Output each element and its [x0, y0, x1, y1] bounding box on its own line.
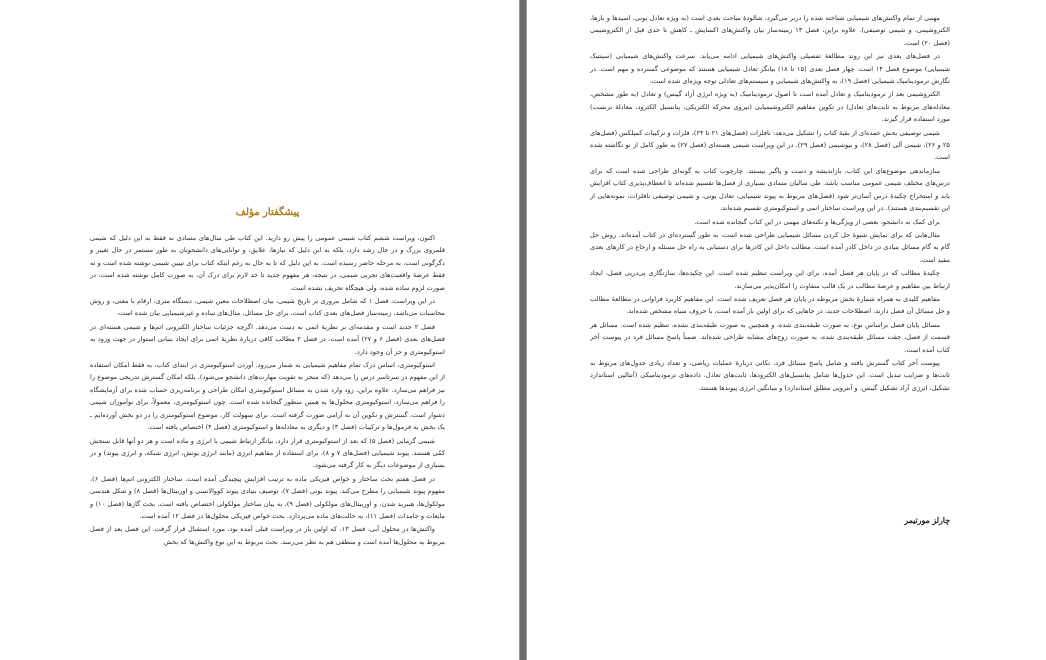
right-page [526, 0, 1046, 660]
right-paragraph-6: برای کمک به دانشجو، بعضی از ویژگی‌ها و نکته‌های مهمی در این کتاب گنجانده شده است. [694, 217, 940, 226]
left-page-text [90, 232, 445, 549]
right-paragraph-11: پیوست آخر کتاب گسترش یافته و شامل پاسخ مسائل فرد، نکاتی دربارهٔ عملیات ریاضی، و تعداد زیادی جدول‌های مربوط به ثابت‌ها و ضرایب تبدیل است. این جدول‌ها شامل پتانسیل‌های الکترودها، ثابت‌های تعادل، داده‌های ترمودینامیکی (آنتالپی استاندارد تشکیل، انرژی آزاد تشکیل گیبس، و آنتروپی مطلق استاندارد) و میانگین انرژی پیوندها هستند. [590, 358, 950, 392]
left-page [0, 0, 520, 660]
right-paragraph-8: چکیدهٔ مطالب که در پایان هر فصل آمده، برای این ویراست تنظیم شده است. این چکیده‌ها، سازنگاری پی‌درپی فصل، ایجاد ارتباط بین مفاهیم و عرضهٔ مطالب در یک قالب متفاوت را امکان‌پذیر می‌سازند. [590, 269, 950, 290]
author-signature: چارلز مورتیمر [904, 516, 950, 525]
left-paragraph-2: در این ویراست، فصل ۱ که شامل مروری بر تاریخ شیمی، بیان اصطلاحات معین شیمی، دستگاه متری، ارقام با معنی، و روش محاسبات می‌باشد، زمینه‌ساز فصل‌های بعدی کتاب است. برای حل مسائل، مثال‌های ساده و غیرشیمیایی بیان شده است. [90, 297, 445, 318]
right-paragraph-4: شیمی توصیفی بخش عمده‌ای از بقیهٔ کتاب را تشکیل می‌دهد: نافلزات (فصل‌های ۲۱ تا ۲۴)، فلزات و ترکیبات کمپلکس (فصل‌های ۲۵ و ۲۶)، شیمی آلی (فصل ۲۸)، و بیوشیمی (فصل ۲۹). در این ویراست شیمی هسته‌ای (فصل ۲۷) به طور کامل از نو نگاشته شده است. [590, 128, 950, 162]
left-paragraph-5: شیمی گرمایی (فصل ۵) که بعد از استوکیومتری قرار دارد، بیانگر ارتباط شیمی با انرژی و ماده است و هر دو آنها قابل سنجش کمّی هستند. پیوند شیمیایی (فصل‌های ۷ و ۸)، برای استفاده از مفاهیم انرژی (مانند انرژی یونش، انرژی شبکه، و انرژی پیوند) و در بسیاری از موضوعات دیگر به کار گرفته می‌شود. [90, 436, 445, 470]
left-paragraph-3: فصل ۲ جدید است و مقدمه‌ای بر نظریهٔ اتمی به دست می‌دهد. اگرچه جزئیات ساختار الکترونی اتم‌ها و شیمی هسته‌ای در فصل‌های بعدی (فصل ۶ و ۲۷) آمده است، در فصل ۲ مطالب کافی دربارهٔ نظریهٔ اتمی برای ایجاد بنیانی استوار در جهت ورود به استوکیومتری و جز آن وجود دارد. [90, 322, 445, 356]
left-paragraph-4: استوکیومتری، اساس درک تمام مفاهیم شیمیایی به شمار می‌رود. آوردن استوکیومتری در ابتدای کتاب، به فقط امکان استفاده از این مفهوم در سرتاسر درس را می‌دهد (که منجر به تقویت مهارت‌های دانشجو می‌شود)، بلکه امکان گسترش تدریجی موضوع را نیز فراهم می‌سازد. علاوه براین، زود وارد شدن به مسائل استوکیومتری امکان طراحی و برنامه‌ریزی حساب شده برای آزمایشگاه را فراهم می‌سازد. استوکیومتری محلول‌ها به همین منظور گنجانده شده است. چون استوکیومتری، معمولاً، برای نوآموزان شیمی دشوار است، گسترش و تکوین آن به آرامی صورت گرفته است. برای سهولت کار، موضوع استوکیومتری را در دو بخش آورده‌ایم ـ یک بخش به فرمول‌ها و ترکیبات (فصل ۳) و دیگری به معادله‌ها و استوکیومتری (فصل ۴) اختصاص یافته است. [90, 361, 445, 432]
right-paragraph-10: مسائل پایان فصل براساس نوع، به صورت طبقه‌بندی شده، و همچنین به صورت طبقه‌بندی نشده، تنظیم شده است. مسائل هر قسمت از فصل، جفت مسائل طبقه‌بندی شده، به صورت زوج‌های مشابه طراحی شده‌اند. ضمناً پاسخ مسائل فرد در پیوست آخر کتاب آمده است. [590, 320, 950, 354]
left-paragraph-6: در فصل هفتم بحث ساختار و خواص فیزیکی ماده به ترتیب افزایش پیچیدگی آمده است. ساختار الکترونی اتم‌ها (فصل ۶)، مفهوم پیوند شیمیایی را مطرح می‌کند. پیوند یونی (فصل ۷)، توصیف بنیادی پیوند کووالانسی و اوربیتال‌ها (فصل ۸) و شکل هندسی مولکول‌ها، هیبرید شدن، و اوربیتال‌های مولکولی (فصل ۹)، به بیان ساختار مولکولی اختصاص یافته است. بحث گازها (فصل ۱۰) و مایعات و جامدات (فصل ۱۱)، به حالت‌های ماده می‌پردازد. بحث خواص فیزیکی محلول‌ها در فصل ۱۲ آمده است. [90, 474, 446, 520]
right-paragraph-9: مفاهیم کلیدی به همراه شمارهٔ بخش مربوطه در پایان هر فصل تعریف شده است. این مفاهیم کاربرد فراوانی در مطالعهٔ مطالب و حل مسائل آن فصل دارند. اصطلاحات جدید، در جاهایی که برای اولین بار آمده است، با حروف سیاه مشخص شده‌اند. [590, 294, 950, 316]
preface-heading: پیشگفتار مؤلف [235, 207, 300, 218]
left-paragraph-1: اکنون، ویراست ششم کتاب شیمی عمومی را پیش رو دارید. این کتاب طی سال‌های متمادی نه فقط به این دلیل که شیمی قلمروی بزرگ و در حال رشد دارد، بلکه به این دلیل که نیازها، علایق، و توانایی‌های دانشجویان به طور مستمر در حال تغییر و دگرگونی است، به مرحله حاضر رسیده است. به این دلیل که تا به حال به رغم اینکه کتاب برای تبیین شیمی نوشته شده است و نه فقط عرضهٔ واقعیت‌های تجربی شیمی، در نتیجه، هر مفهوم جدید تا حد لازم برای درک آن، به صورت کامل نوشته شده است، در صورت لزوم ساده شده، ولی هیچگاه تحریف نشده است. [90, 234, 445, 292]
left-paragraph-7: واکنش‌ها در محلول آبی، فصل ۱۳، که اولین بار در ویراست قبلی آمده بود، مورد استقبال قرار گرفت. این فصل بعد از فصل مربوط به محلول‌ها آمده است و منطقی هم به نظر می‌رسد. بحث مربوط به این نوع واکنش‌ها که بخش [90, 525, 445, 546]
right-page-text [590, 12, 950, 395]
right-paragraph-1: مهمی از تمام واکنش‌های شیمیایی شناخته شده را دربر می‌گیرد، شالودهٔ مباحث بعدی است (به ویژه تعادل یونی، اسیدها و بازها، الکتروشیمی، و شیمی توصیفی). علاوه براین، فصل ۱۳ زمینه‌ساز بیان واکنش‌های اکسایش ـ کاهش تا حدی قبل از الکتروشیمی (فصل ۲۰) است. [590, 14, 950, 47]
right-paragraph-3: الکتروشیمی بعد از ترمودینامیک و تعادل آمده است تا اصول ترمودینامیک (به ویژه انرژی آزاد گیبس) و تعادل (به طور مشخص، معادله‌های مربوط به ثابت‌های تعادل) در تکوین مفاهیم الکتروشیمیایی (نیروی محرکه الکتریکی، پتانسیل الکترود، معادلهٔ نرنست) مورد استفاده قرار گیرند. [590, 90, 950, 124]
right-paragraph-7: مثال‌هایی که برای نمایش شیوهٔ حل کردن مسائل شیمیایی طراحی شده است، به طور گسترده‌ای در کتاب آمده‌اند. روش حل گام به گام مسائل بنیادی در داخل کادر آمده است. مطالب داخل این کادرها برای دستیابی به راه حل مسئله و ارجاع در کارهای بعدی مفید است. [590, 230, 950, 264]
right-paragraph-2: در فصل‌های بعدی نیز این روند مطالعهٔ تفصیلی واکنش‌های شیمیایی ادامه می‌یابد. سرعت واکنش‌های شیمیایی (سینتیک شیمیایی) موضوع فصل ۱۴ است. چهار فصل بعدی (۱۵ تا ۱۸) بیانگر تعادل شیمیایی هستند که موضوعی گسترده و مهم است. در نگارش ترمودینامیک شیمیایی (فصل ۱۹)، به واکنش‌های شیمیایی و سیستم‌های تعادلی توجه ویژه‌ای شده است. [590, 52, 950, 86]
right-paragraph-5: سازماندهی موضوع‌های این کتاب، بازاندیشه و دست و پاگیر نیستند. چارچوب کتاب به گونه‌ای طراحی شده است که برای درس‌های مختلف شیمی عمومی مناسب باشد. طی سالیان متمادی بسیاری از فصل‌ها تقسیم شده‌اند تا انعطاف‌پذیری کتاب افزایش یابد و استخراج چکیدهٔ درس آسان‌تر شود (فصل‌های مربوط به پیوند شیمیایی، تعادل یونی، و شیمی توصیفی نافلزات، نمونه‌هایی از این تقسیم‌بندی هستند). در این ویراست ساختار اتمی و استوکیومتری تقسیم شده‌اند. [590, 166, 950, 213]
